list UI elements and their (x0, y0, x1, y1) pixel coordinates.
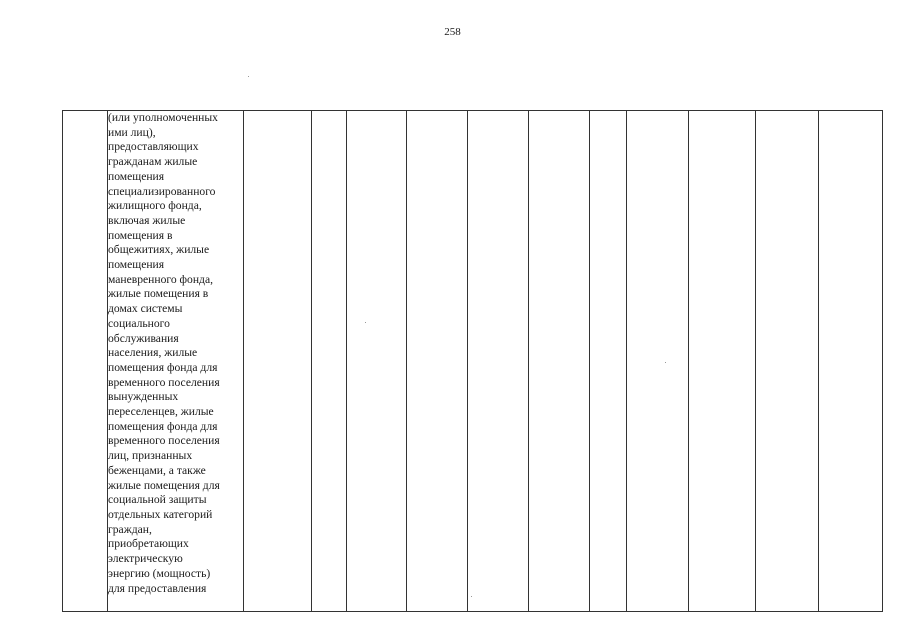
table-row (63, 111, 883, 612)
table-cell (689, 111, 756, 612)
table-cell (756, 111, 819, 612)
data-table (62, 110, 883, 612)
table-cell (312, 111, 347, 612)
table-cell-description: (или уполномоченных ими лиц), предоставляющих гражданам жилые помещения специализированного жилищного фонда, включая жилые помещения в общежитиях, жилые помещения маневренного фонда, жилые помещения в домах системы социального обслуживания населения, жилые помещения фонда для временного поселения вынужденных переселенцев, жилые помещения фонда для временного поселения лиц, признанных беженцами, а также жилые помещения для социальной защиты отдельных категорий граждан, приобретающих электрическую энергию (мощность) для предоставления (108, 111, 244, 612)
table-cell-number (63, 111, 108, 612)
table-cell (590, 111, 627, 612)
page-number: 258 (444, 26, 461, 38)
table-cell (347, 111, 407, 612)
table-cell (627, 111, 689, 612)
table-cell (244, 111, 312, 612)
scan-speck (248, 76, 249, 77)
table-cell (468, 111, 529, 612)
table-cell (529, 111, 590, 612)
table-cell (819, 111, 883, 612)
table-cell (407, 111, 468, 612)
